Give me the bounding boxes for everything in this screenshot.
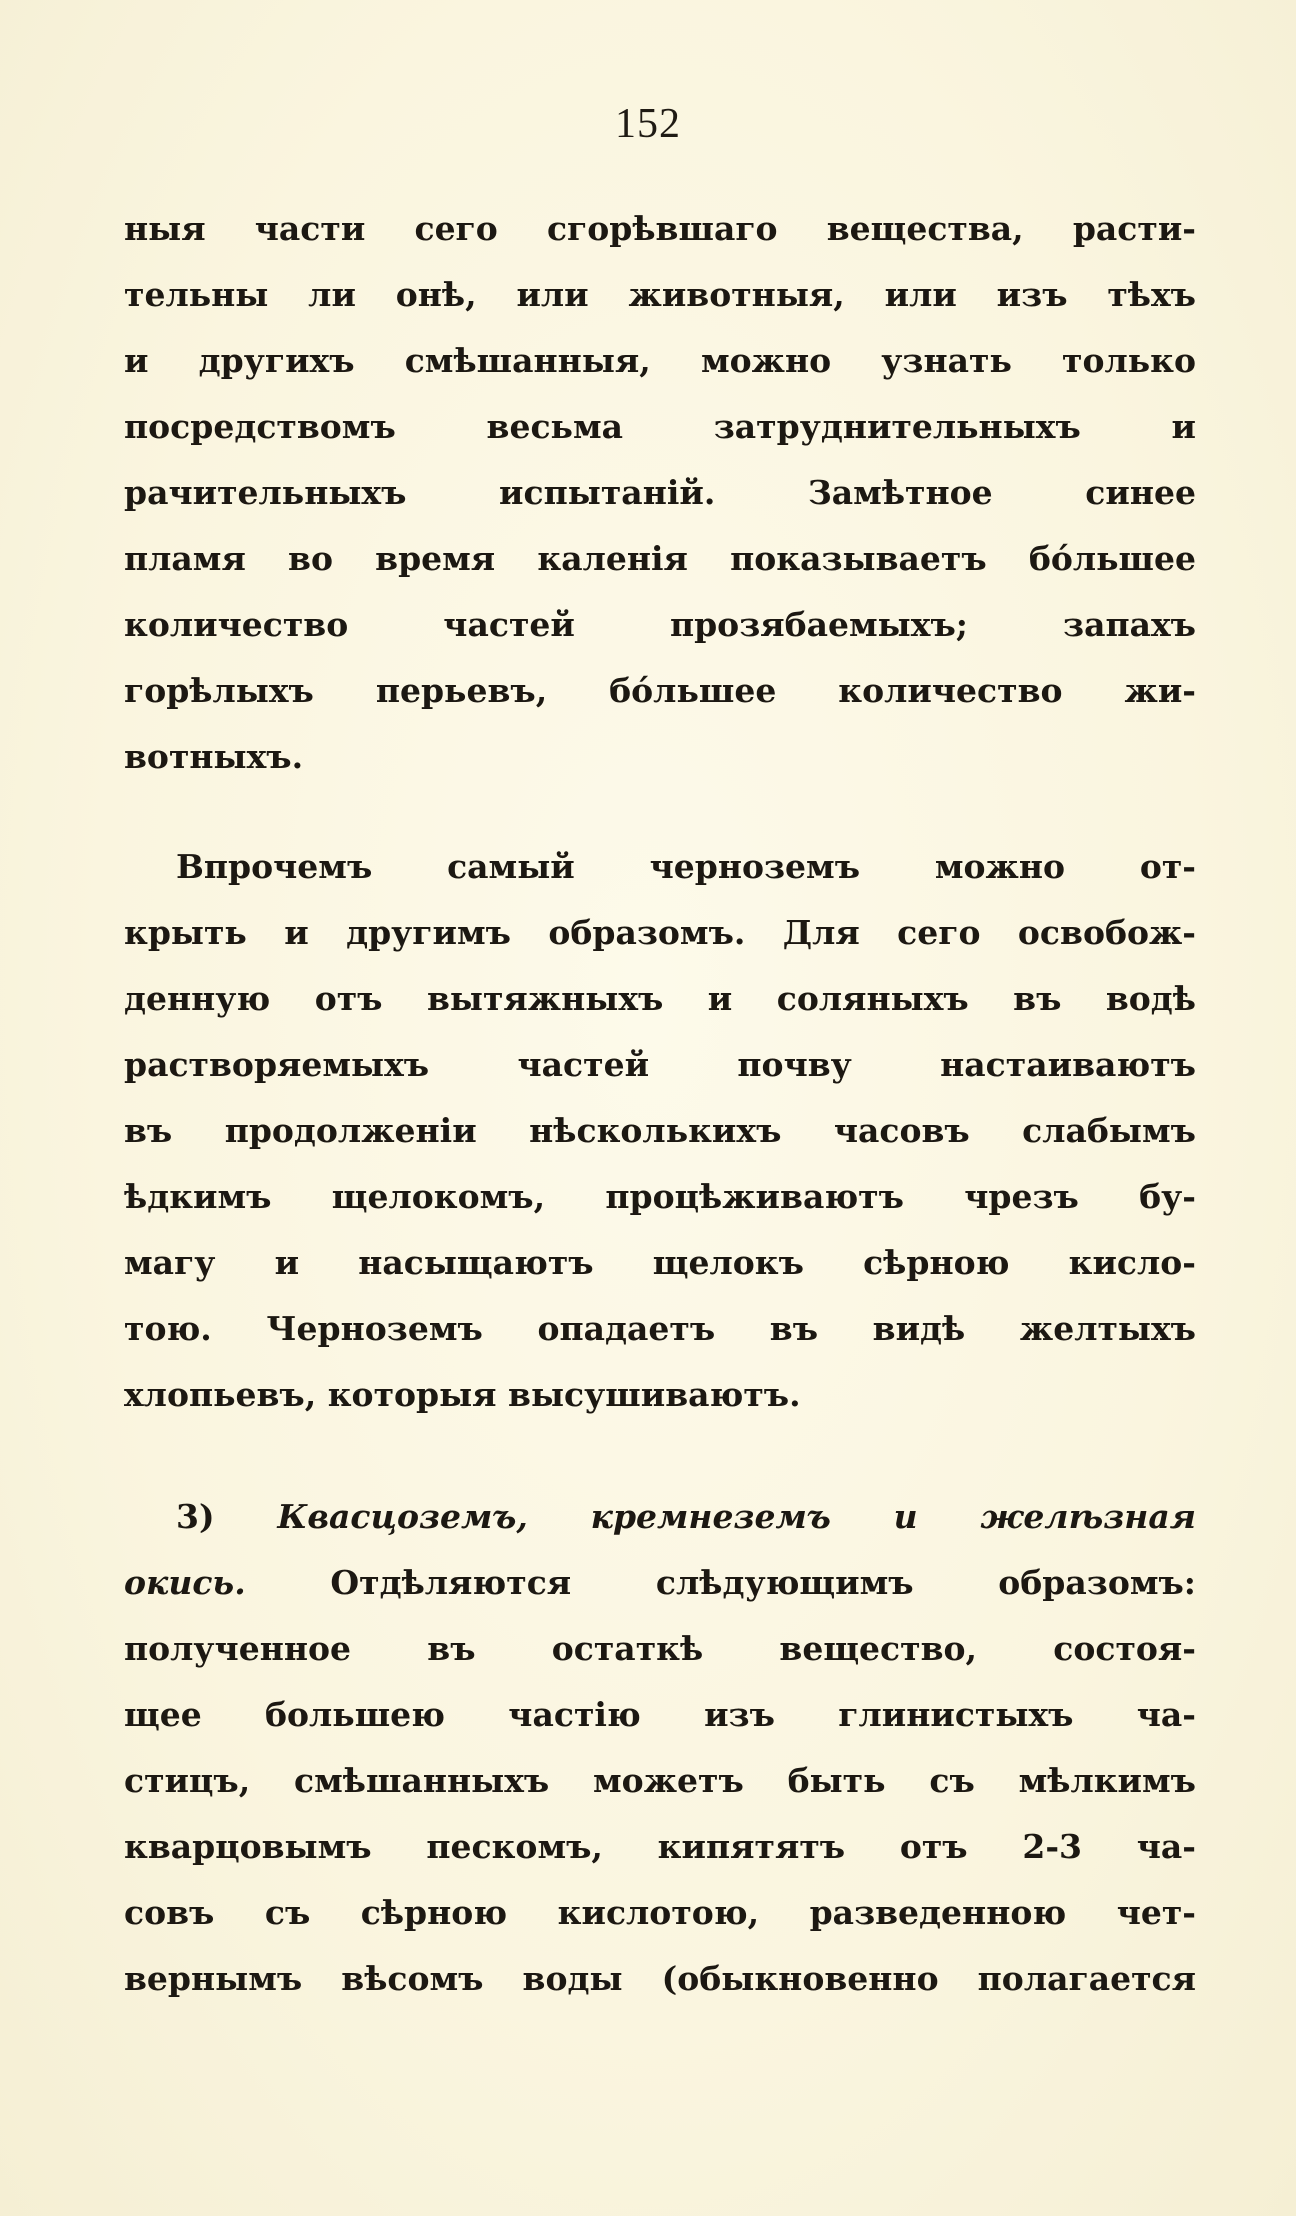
text-line: полученное въ остаткѣ вещество, состоя- [124,1629,1196,1668]
text-line: кварцовымъ пескомъ, кипятятъ отъ 2-3 ча- [124,1827,1196,1866]
text-line: вотныхъ. [124,737,304,776]
text-line: количество частей прозябаемыхъ; запахъ [124,605,1196,644]
text-line: щее большею частію изъ глинистыхъ ча- [124,1695,1196,1734]
section-heading-line [124,1484,1196,1550]
text-line: ныя части сего сгорѣвшаго вещества, расти- [124,209,1196,248]
text-line: растворяемыхъ частей почву настаиваютъ [124,1045,1196,1084]
text-line: денную отъ вытяжныхъ и соляныхъ въ водѣ [124,979,1196,1018]
text-line: посредствомъ весьма затруднительныхъ и [124,407,1196,446]
text-line: магу и насыщаютъ щелокъ сѣрною кисло- [124,1243,1196,1282]
section-title-end: окись. [124,1563,246,1602]
section-title: Квасцоземъ, кремнеземъ и желѣзная [277,1497,1196,1536]
text-line: и другихъ смѣшанныя, можно узнать только [124,341,1196,380]
paragraph-3 [124,1484,1196,2012]
paragraph-1 [124,196,1196,790]
text-line: тою. Черноземъ опадаетъ въ видѣ желтыхъ [124,1309,1196,1348]
text-line: стицъ, смѣшанныхъ можетъ быть съ мѣлкимъ [124,1761,1196,1800]
text-line: въ продолженіи нѣсколькихъ часовъ слабымъ [124,1111,1196,1150]
text-line: Впрочемъ самый черноземъ можно от- [176,847,1196,886]
text-line: горѣлыхъ перьевъ, бóльшее количество жи- [124,671,1196,710]
text-line [124,1550,1196,1616]
page-number: 152 [615,101,681,147]
text-line: пламя во время каленія показываетъ бóльшее [124,539,1196,578]
text-line: вернымъ вѣсомъ воды (обыкновенно полагается [124,1959,1196,1998]
section-number: 3) [176,1497,215,1536]
text-line: совъ съ сѣрною кислотою, разведенною чет- [124,1893,1196,1932]
text-line: тельны ли онѣ, или животныя, или изъ тѣхъ [124,275,1196,314]
text-line: крыть и другимъ образомъ. Для сего освобож- [124,913,1196,952]
text-line: рачительныхъ испытаній. Замѣтное синее [124,473,1196,512]
paragraph-2 [124,834,1196,1428]
text-line: хлопьевъ, которыя высушиваютъ. [124,1375,801,1414]
text-line: ѣдкимъ щелокомъ, процѣживаютъ чрезъ бу- [124,1177,1196,1216]
section-text-start: Отдѣляются слѣдующимъ образомъ: [330,1563,1196,1602]
